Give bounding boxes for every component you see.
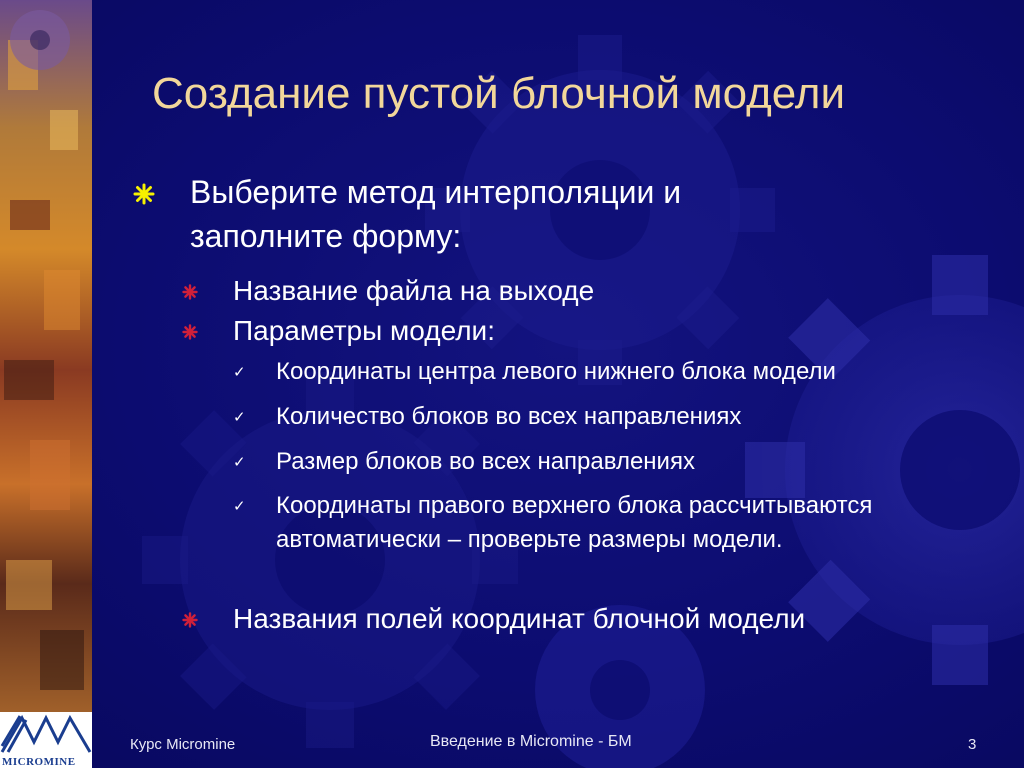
check-icon: ✓: [233, 364, 246, 381]
page-number: 3: [968, 736, 977, 753]
bullet-coordinate-field-names: Названия полей координат блочной модели: [233, 603, 806, 634]
left-decorative-strip: [0, 0, 92, 712]
param-item: Количество блоков во всех направлениях: [276, 403, 742, 430]
micromine-logo: [0, 712, 92, 768]
bullet-output-file-name: Название файла на выходе: [233, 275, 595, 306]
footer-course: Курс Micromine: [130, 736, 236, 753]
logo-text: MICROMINE: [2, 756, 76, 768]
param-item: Координаты центра левого нижнего блока модели: [276, 358, 836, 385]
check-icon: ✓: [233, 409, 246, 426]
red-bullet-icon: [182, 612, 198, 628]
param-item: Координаты правого верхнего блока рассчитываются автоматически – проверьте размеры модели.: [276, 492, 873, 553]
red-bullet-icon: [182, 324, 198, 340]
slide-title: Создание пустой блочной модели: [152, 69, 846, 118]
star-bullet-icon: [133, 183, 155, 205]
param-item: Размер блоков во всех направлениях: [276, 448, 695, 475]
bullet-model-parameters: Параметры модели:: [233, 315, 495, 346]
check-icon: ✓: [233, 498, 246, 515]
bullet-main: Выберите метод интерполяции и заполните форму:: [190, 174, 682, 254]
footer-title: Введение в Micromine - БМ: [430, 733, 632, 750]
logo-mark-icon: [0, 712, 92, 756]
gear-icon: [10, 10, 70, 70]
check-icon: ✓: [233, 454, 246, 471]
red-bullet-icon: [182, 284, 198, 300]
